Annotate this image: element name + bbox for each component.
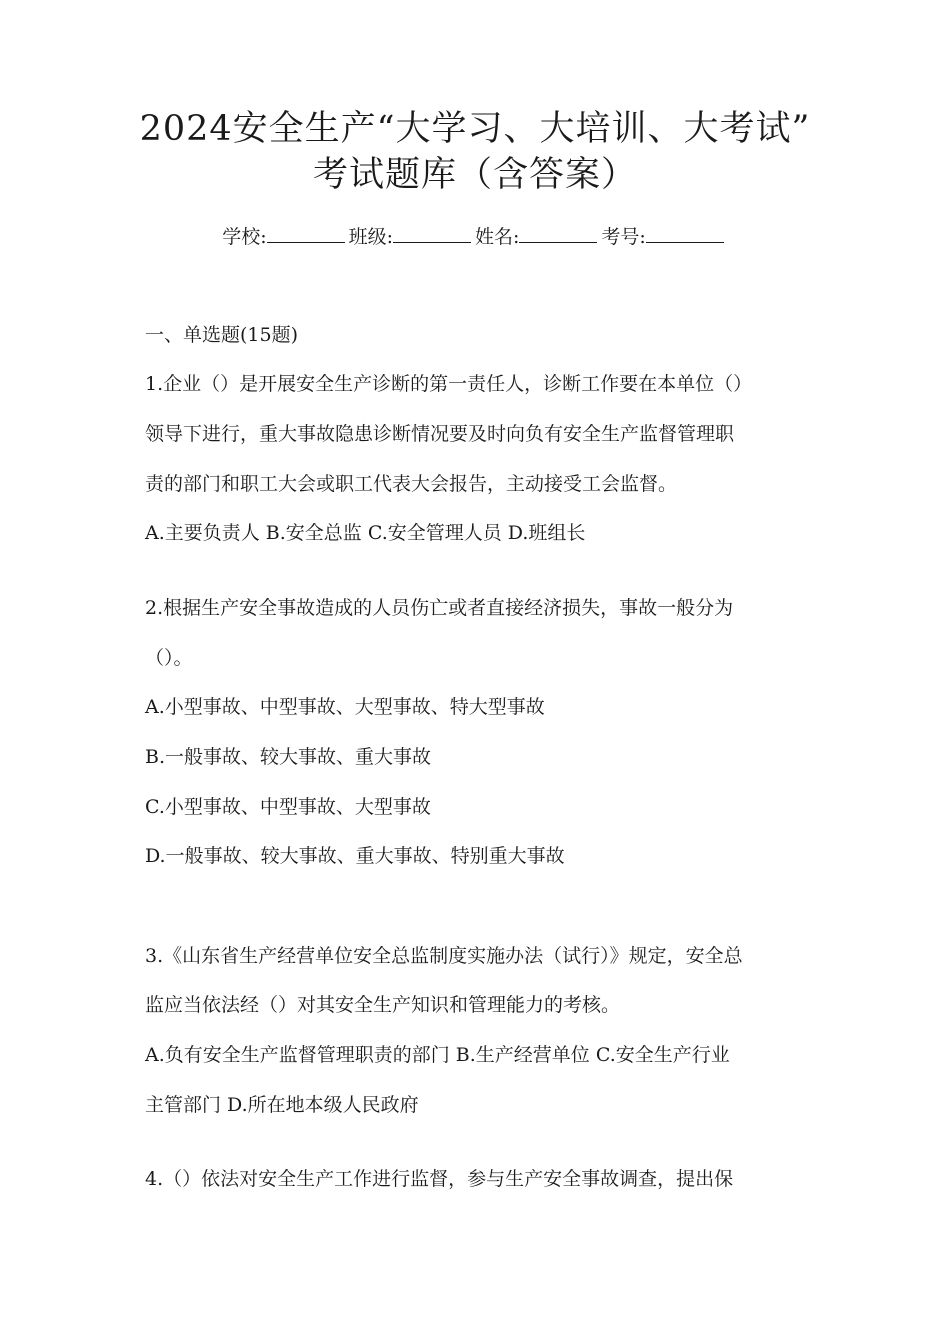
question-2-option-d: D.一般事故、较大事故、重大事故、特别重大事故: [145, 845, 565, 867]
question-1-line-3: 责的部门和职工大会或职工代表大会报告，主动接受工会监督。: [145, 473, 678, 495]
question-3-options-line-2: 主管部门 D.所在地本级人民政府: [145, 1094, 419, 1116]
document-title-line-1: 2024安全生产“大学习、大培训、大考试”: [139, 109, 811, 149]
question-2-option-a: A.小型事故、中型事故、大型事故、特大型事故: [145, 696, 545, 718]
section-heading: 一、单选题(15题): [145, 324, 299, 346]
document-title-line-2: 考试题库（含答案）: [312, 155, 637, 195]
name-blank: [519, 224, 597, 243]
question-2-line-1: 2.根据生产安全事故造成的人员伤亡或者直接经济损失，事故一般分为: [145, 597, 734, 619]
number-blank: [646, 224, 724, 243]
school-blank: [267, 224, 345, 243]
question-3-line-1: 3.《山东省生产经营单位安全总监制度实施办法（试行）》规定，安全总: [145, 945, 743, 967]
question-3-line-2: 监应当依法经（）对其安全生产知识和管理能力的考核。: [145, 994, 621, 1016]
class-blank: [393, 224, 471, 243]
question-1-line-2: 领导下进行，重大事故隐患诊断情况要及时向负有安全生产监督管理职: [145, 423, 735, 445]
question-3-options-line-1: A.负有安全生产监督管理职责的部门 B.生产经营单位 C.安全生产行业: [145, 1044, 730, 1066]
student-info-row: [0, 222, 950, 252]
question-2-option-c: C.小型事故、中型事故、大型事故: [145, 796, 431, 818]
question-2-line-2: （）。: [145, 647, 193, 669]
question-2-option-b: B.一般事故、较大事故、重大事故: [145, 746, 432, 768]
name-label: 姓名:: [475, 226, 520, 248]
question-1-line-1: 1.企业（）是开展安全生产诊断的第一责任人，诊断工作要在本单位（）: [145, 373, 753, 395]
class-label: 班级:: [348, 226, 393, 248]
number-label: 考号:: [601, 226, 646, 248]
question-1-options: A.主要负责人 B.安全总监 C.安全管理人员 D.班组长: [145, 522, 586, 544]
question-4-line-1: 4.（）依法对安全生产工作进行监督，参与生产安全事故调查，提出保: [145, 1168, 734, 1190]
school-label: 学校:: [222, 226, 267, 248]
